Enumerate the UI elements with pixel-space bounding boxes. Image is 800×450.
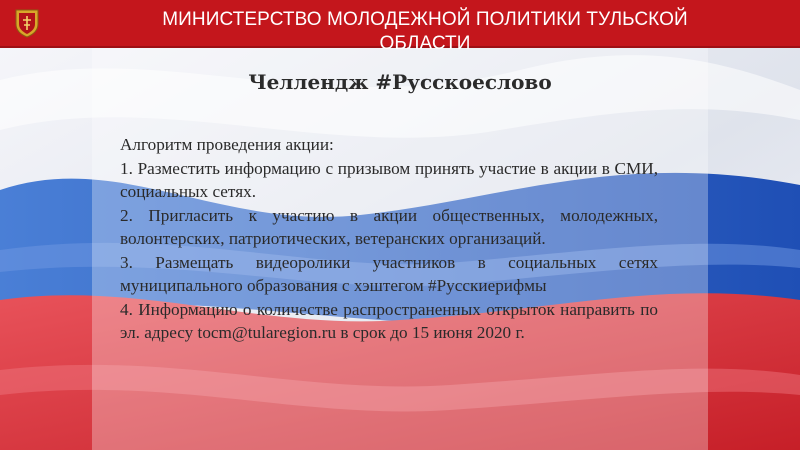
algorithm-text: [120, 133, 658, 345]
algorithm-intro: Алгоритм проведения акции:: [120, 135, 334, 154]
region-crest-icon: [14, 8, 40, 38]
ministry-title: МИНИСТЕРСТВО МОЛОДЕЖНОЙ ПОЛИТИКИ ТУЛЬСКОЙ ОБЛАСТИ: [162, 9, 688, 54]
algorithm-step: 1. Разместить информацию с призывом принять участие в акции в СМИ, социальных сетях.: [120, 158, 658, 201]
header-bar: [0, 0, 800, 54]
algorithm-step: 2. Пригласить к участию в акции общественных, молодежных, волонтерских, патриотических, ветеранских организаций.: [120, 205, 658, 248]
algorithm-step: 3. Размещать видеоролики участников в социальных сетях муниципального образования с хэштегом #Русскиерифмы: [120, 252, 658, 295]
algorithm-step: 4. Информацию о количестве распространенных открыток направить по эл. адресу tocm@tularegion.ru в срок до 15 июня 2020 г.: [120, 299, 658, 342]
challenge-title: Челлендж #Русскоеслово: [248, 70, 552, 94]
